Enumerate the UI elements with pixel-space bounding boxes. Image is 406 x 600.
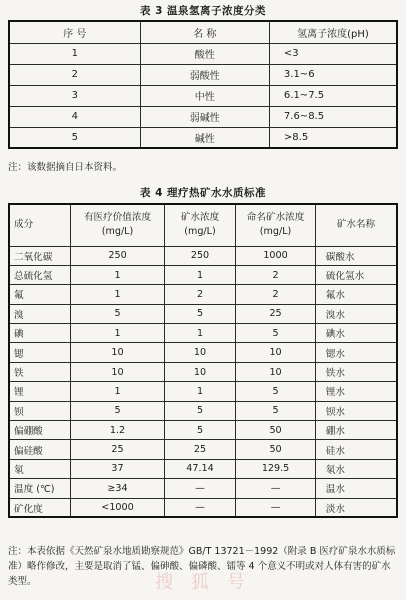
table-cell: 酸性 <box>140 43 269 64</box>
table-cell: 硼水 <box>315 421 397 440</box>
table-cell: 锶 <box>9 343 71 362</box>
table-cell: 总硫化氢 <box>9 265 71 284</box>
table-row <box>9 85 397 106</box>
table-cell: 氡 <box>9 459 71 478</box>
table-cell: 锶水 <box>315 343 397 362</box>
table-cell: 2 <box>236 285 316 304</box>
mineral-water-standard-table <box>8 203 398 518</box>
table-cell: 2 <box>9 64 140 85</box>
table-cell: 6.1~7.5 <box>269 85 397 106</box>
table-row <box>9 498 397 517</box>
table-cell: 25 <box>164 440 236 459</box>
table-row <box>9 43 397 64</box>
table-row <box>9 401 397 420</box>
watermark: 搜 狐 号 <box>155 572 251 593</box>
table-cell: 5 <box>164 304 236 323</box>
table-row <box>9 246 397 265</box>
header-cell: 矿水浓度 (mg/L) <box>164 204 236 246</box>
header-cell: 有医疗价值浓度 (mg/L) <box>71 204 164 246</box>
table-cell: 5 <box>71 304 164 323</box>
header-cell: 名 称 <box>140 21 269 43</box>
table4-caption: 表 4 理疗热矿水水质标准 <box>139 187 267 199</box>
table-row <box>9 304 397 323</box>
table-row <box>9 127 397 148</box>
table-row <box>9 343 397 362</box>
table-cell: 5 <box>71 401 164 420</box>
table-header-row <box>9 21 397 43</box>
ph-classification-table <box>8 20 398 149</box>
table-row <box>9 64 397 85</box>
table-cell: 5 <box>9 127 140 148</box>
table-cell: 37 <box>71 459 164 478</box>
table-cell: 3.1~6 <box>269 64 397 85</box>
table-row <box>9 362 397 381</box>
table-row <box>9 440 397 459</box>
table-cell: 1 <box>164 265 236 284</box>
table-cell: <3 <box>269 43 397 64</box>
table-cell: 钡 <box>9 401 71 420</box>
table-cell: 中性 <box>140 85 269 106</box>
table-cell: >8.5 <box>269 127 397 148</box>
table-cell: 锂水 <box>315 382 397 401</box>
table3-note: 注：该数据摘自日本资料。 <box>8 162 123 173</box>
table-cell: 偏硅酸 <box>9 440 71 459</box>
table-cell: 温水 <box>315 479 397 498</box>
table-cell: 250 <box>71 246 164 265</box>
table-cell: 5 <box>164 401 236 420</box>
table-cell: 铁 <box>9 362 71 381</box>
table-cell: 硫化氢水 <box>315 265 397 284</box>
table-cell: 淡水 <box>315 498 397 517</box>
table-cell: 二氧化碳 <box>9 246 71 265</box>
table-cell: 10 <box>71 343 164 362</box>
table-cell: 偏硼酸 <box>9 421 71 440</box>
table-cell: 1 <box>71 265 164 284</box>
table-cell: 2 <box>164 285 236 304</box>
table-cell: 50 <box>236 421 316 440</box>
table-cell: 硅水 <box>315 440 397 459</box>
table-cell: 1 <box>71 324 164 343</box>
table-cell: 1 <box>164 382 236 401</box>
table-cell: 10 <box>236 343 316 362</box>
table-cell: 1000 <box>236 246 316 265</box>
table-cell: 碳酸水 <box>315 246 397 265</box>
table-cell: 5 <box>164 421 236 440</box>
table-cell: — <box>236 498 316 517</box>
table-cell: 47.14 <box>164 459 236 478</box>
table-cell: 250 <box>164 246 236 265</box>
table-cell: 25 <box>71 440 164 459</box>
table-row <box>9 382 397 401</box>
table-header-row <box>9 204 397 246</box>
table-cell: 钡水 <box>315 401 397 420</box>
table-cell: 7.6~8.5 <box>269 106 397 127</box>
table-cell: 碘水 <box>315 324 397 343</box>
table-cell: 25 <box>236 304 316 323</box>
header-cell: 矿水名称 <box>315 204 397 246</box>
header-cell: 命名矿水浓度 (mg/L) <box>236 204 316 246</box>
table-cell: 铁水 <box>315 362 397 381</box>
table-cell: 10 <box>236 362 316 381</box>
table-cell: 弱碱性 <box>140 106 269 127</box>
table-cell: 碘 <box>9 324 71 343</box>
table-cell: 50 <box>236 440 316 459</box>
table-cell: 氟水 <box>315 285 397 304</box>
table-cell: 3 <box>9 85 140 106</box>
table-cell: 5 <box>236 382 316 401</box>
table-cell: 1 <box>9 43 140 64</box>
table-row <box>9 421 397 440</box>
table-cell: 2 <box>236 265 316 284</box>
table-cell: 5 <box>236 401 316 420</box>
table-cell: — <box>236 479 316 498</box>
table-cell: 129.5 <box>236 459 316 478</box>
table3-caption: 表 3 温泉氢离子浓度分类 <box>139 5 267 17</box>
table-cell: 氡水 <box>315 459 397 478</box>
table-cell: 1 <box>71 382 164 401</box>
table-cell: 溴水 <box>315 304 397 323</box>
table-row <box>9 265 397 284</box>
table-cell: — <box>164 479 236 498</box>
table-cell: 1 <box>71 285 164 304</box>
table-row <box>9 106 397 127</box>
table-cell: 碱性 <box>140 127 269 148</box>
table-cell: 溴 <box>9 304 71 323</box>
table-row <box>9 479 397 498</box>
header-cell: 氢离子浓度(pH) <box>269 21 397 43</box>
table-row <box>9 324 397 343</box>
table-cell: — <box>164 498 236 517</box>
header-cell: 序 号 <box>9 21 140 43</box>
header-cell: 成分 <box>9 204 71 246</box>
table-cell: 弱酸性 <box>140 64 269 85</box>
table4-note: 注：本表依据《天然矿泉水地质勘察规范》GB/T 13721－1992（附录 B 医疗矿泉水水质标准）略作修改，主要是取消了锰、偏砷酸、偏磷酸、镭等 4 个意义不明或对人体有害的矿水类型。 <box>8 546 396 587</box>
table-cell: 锂 <box>9 382 71 401</box>
table-cell: ≥34 <box>71 479 164 498</box>
table-cell: 10 <box>71 362 164 381</box>
table-cell: <1000 <box>71 498 164 517</box>
table-cell: 5 <box>236 324 316 343</box>
table-cell: 氟 <box>9 285 71 304</box>
table-cell: 矿化度 <box>9 498 71 517</box>
table-cell: 温度 (℃) <box>9 479 71 498</box>
table-cell: 1.2 <box>71 421 164 440</box>
table-row <box>9 459 397 478</box>
table-cell: 4 <box>9 106 140 127</box>
table-cell: 10 <box>164 343 236 362</box>
table-row <box>9 285 397 304</box>
table-cell: 10 <box>164 362 236 381</box>
table-cell: 1 <box>164 324 236 343</box>
